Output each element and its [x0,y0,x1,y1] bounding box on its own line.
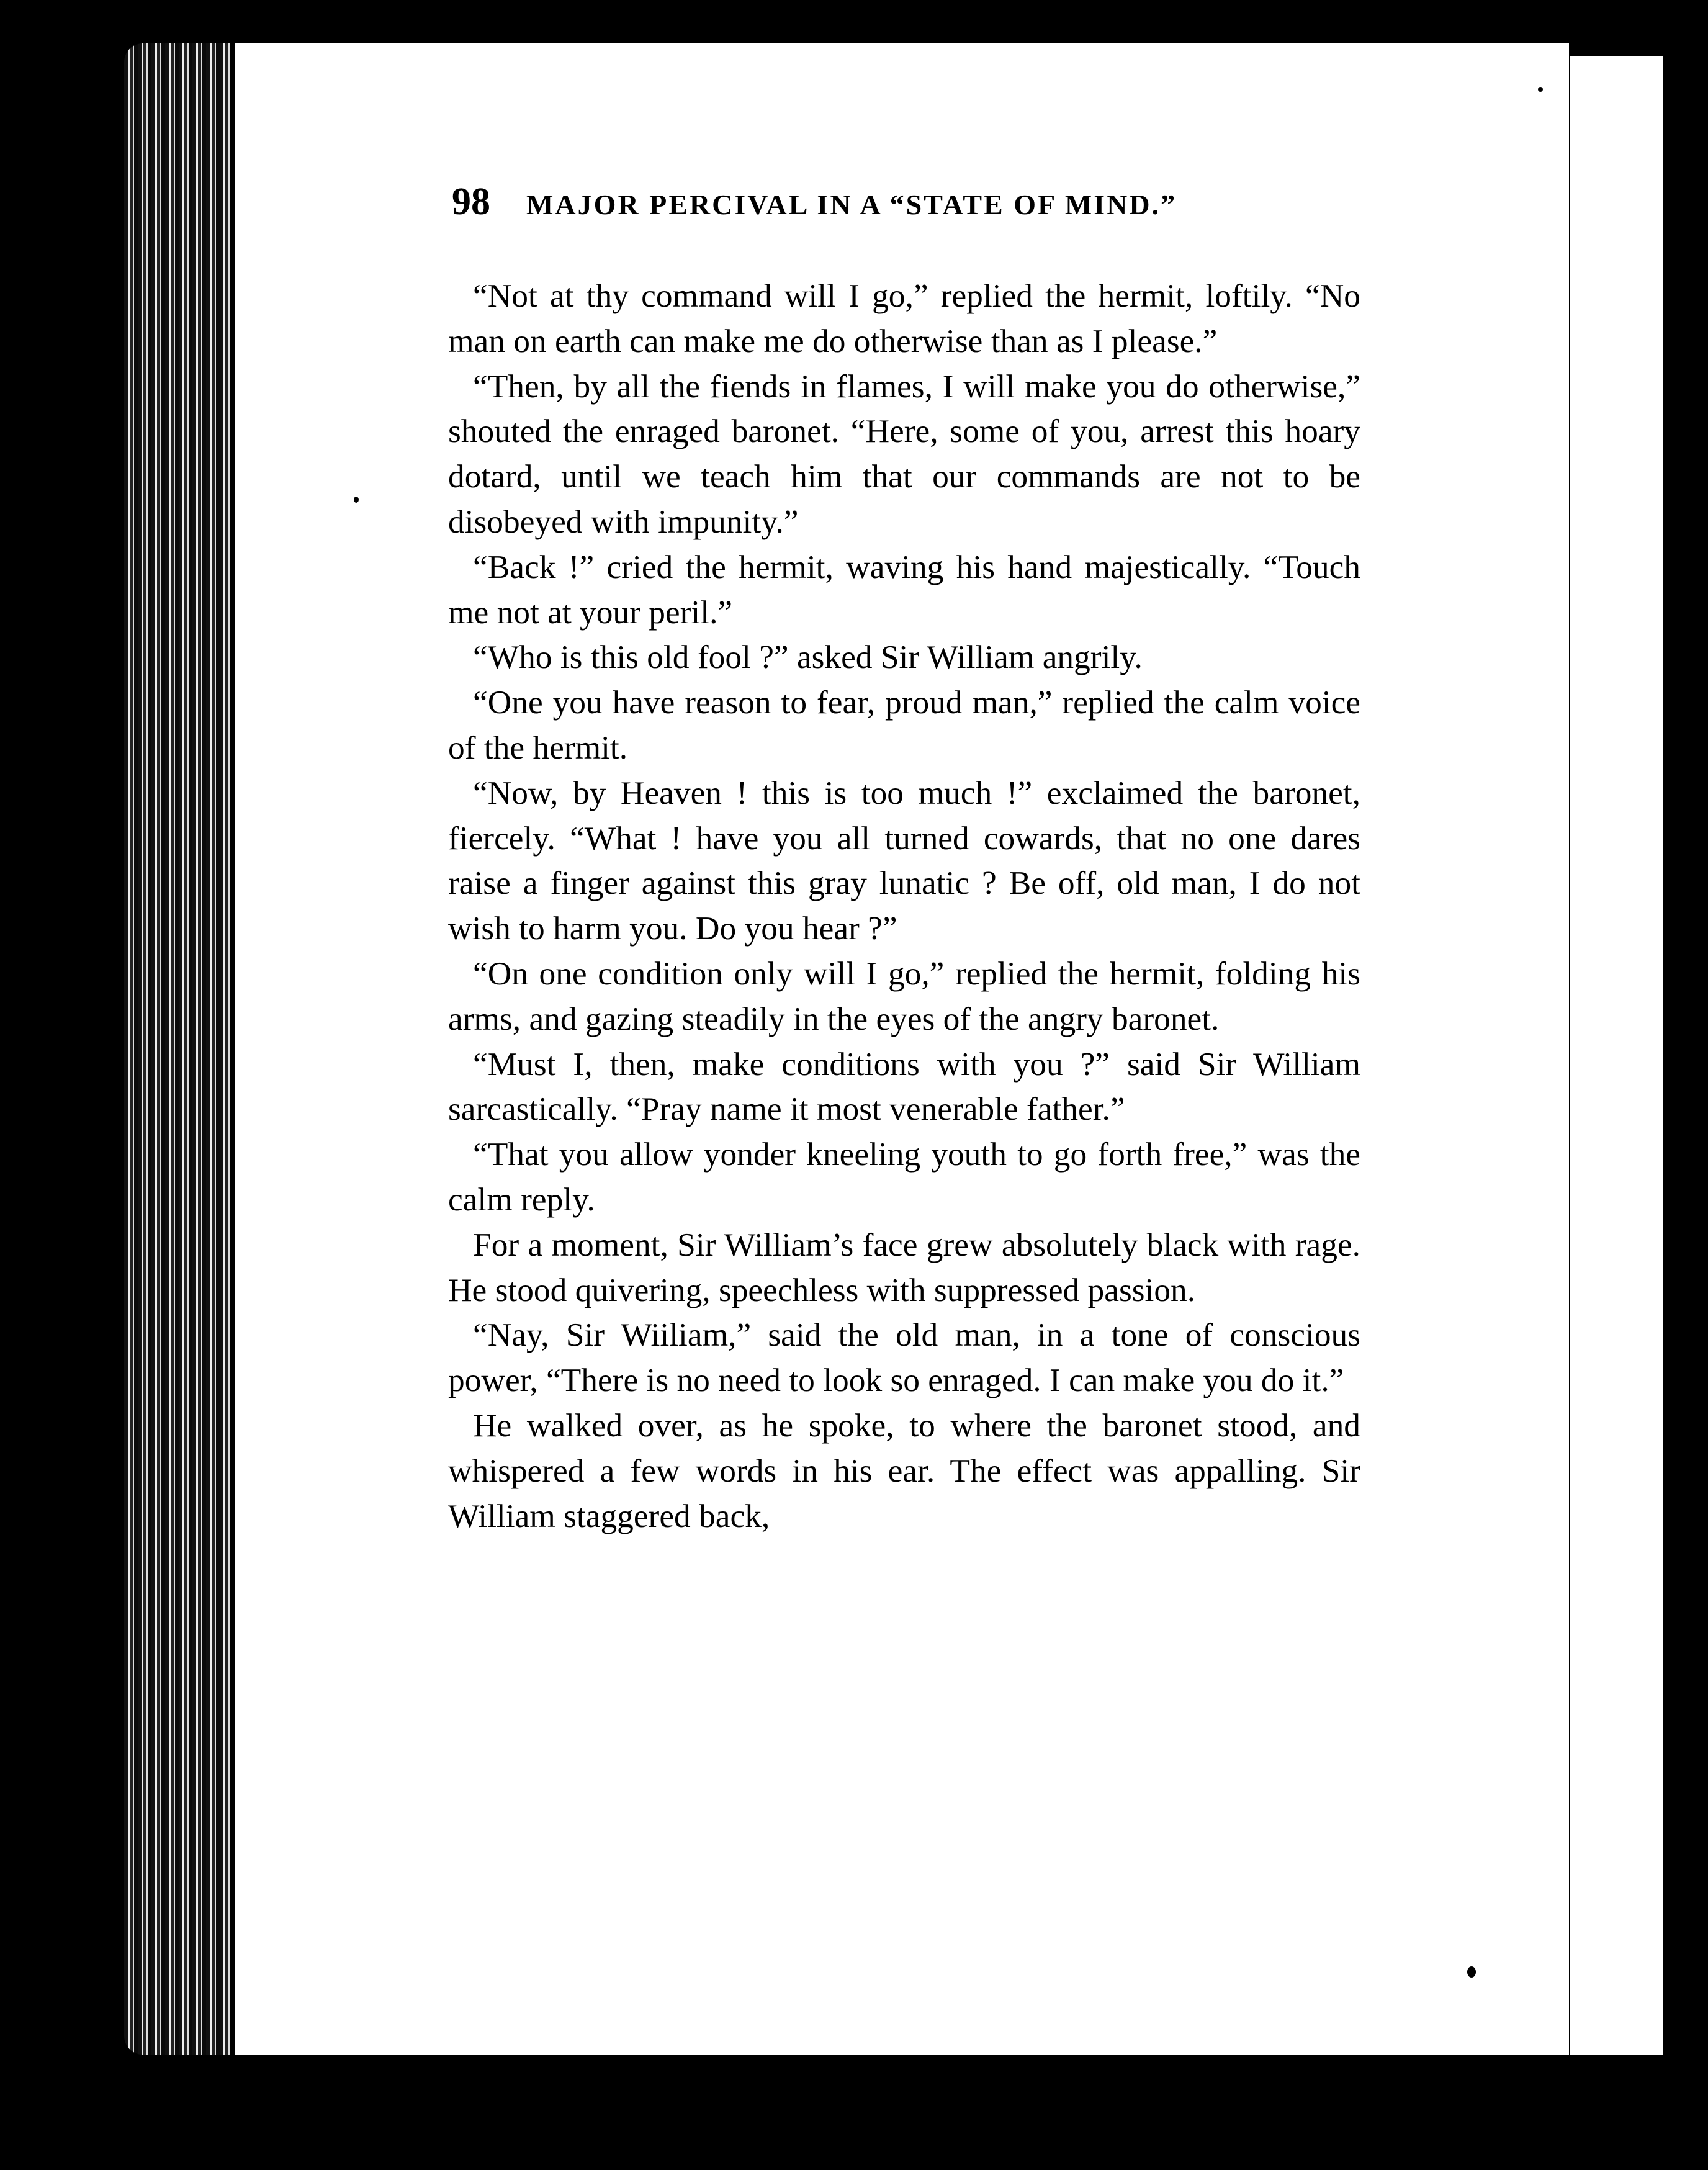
book-page-edges [124,43,230,2055]
facing-page [1565,56,1663,2055]
paragraph: “One you have reason to fear, proud man,” replied the calm voice of the hermit. [448,683,1360,766]
scan-speck [1538,87,1543,92]
paragraph: “Now, by Heaven ! this is too much !” exclaimed the baronet, fiercely. “What ! have you all turned cowards, that no one dares raise a finger against this gray lunatic ? Be off, old man, I do not wish to harm you. Do you hear ?” [448,773,1360,947]
paragraph: He walked over, as he spoke, to where the baronet stood, and whispered a few words in his ear. The effect was appalling. Sir William staggered back, [448,1406,1360,1534]
paragraph: “That you allow yonder kneeling youth to go forth free,” was the calm reply. [448,1135,1360,1218]
page-number: 98 [452,181,490,223]
scan-speck [354,497,359,503]
paragraph: For a moment, Sir William’s face grew absolutely black with rage. He stood quivering, speechless with suppressed passion. [448,1225,1360,1308]
paragraph: “Must I, then, make conditions with you ?” said Sir William sarcastically. “Pray name it most venerable father.” [448,1045,1360,1128]
paragraph: “Then, by all the fiends in flames, I will make you do otherwise,” shouted the enraged baronet. “Here, some of you, arrest this hoary dotard, until we teach him that our commands are not to be disobeyed with impunity.” [448,367,1360,540]
paragraph: “Who is this old fool ?” asked Sir William angrily. [473,638,1143,676]
paragraph: “On one condition only will I go,” replied the hermit, folding his arms, and gazing steadily in the eyes of the angry baronet. [448,954,1360,1037]
scan-speck [1467,1966,1476,1978]
paragraph: “Nay, Sir Wiiliam,” said the old man, in a tone of conscious power, “There is no need to look so enraged. I can make you do it.” [448,1316,1360,1399]
page-header [452,180,1283,236]
running-title: MAJOR PERCIVAL IN A “STATE OF MIND.” [526,189,1177,220]
page-body [448,273,1360,1538]
paragraph: “Back !” cried the hermit, waving his hand majestically. “Touch me not at your peril.” [448,547,1360,631]
paragraph: “Not at thy command will I go,” replied the hermit, loftily. “No man on earth can make me do otherwise than as I please.” [448,277,1360,359]
